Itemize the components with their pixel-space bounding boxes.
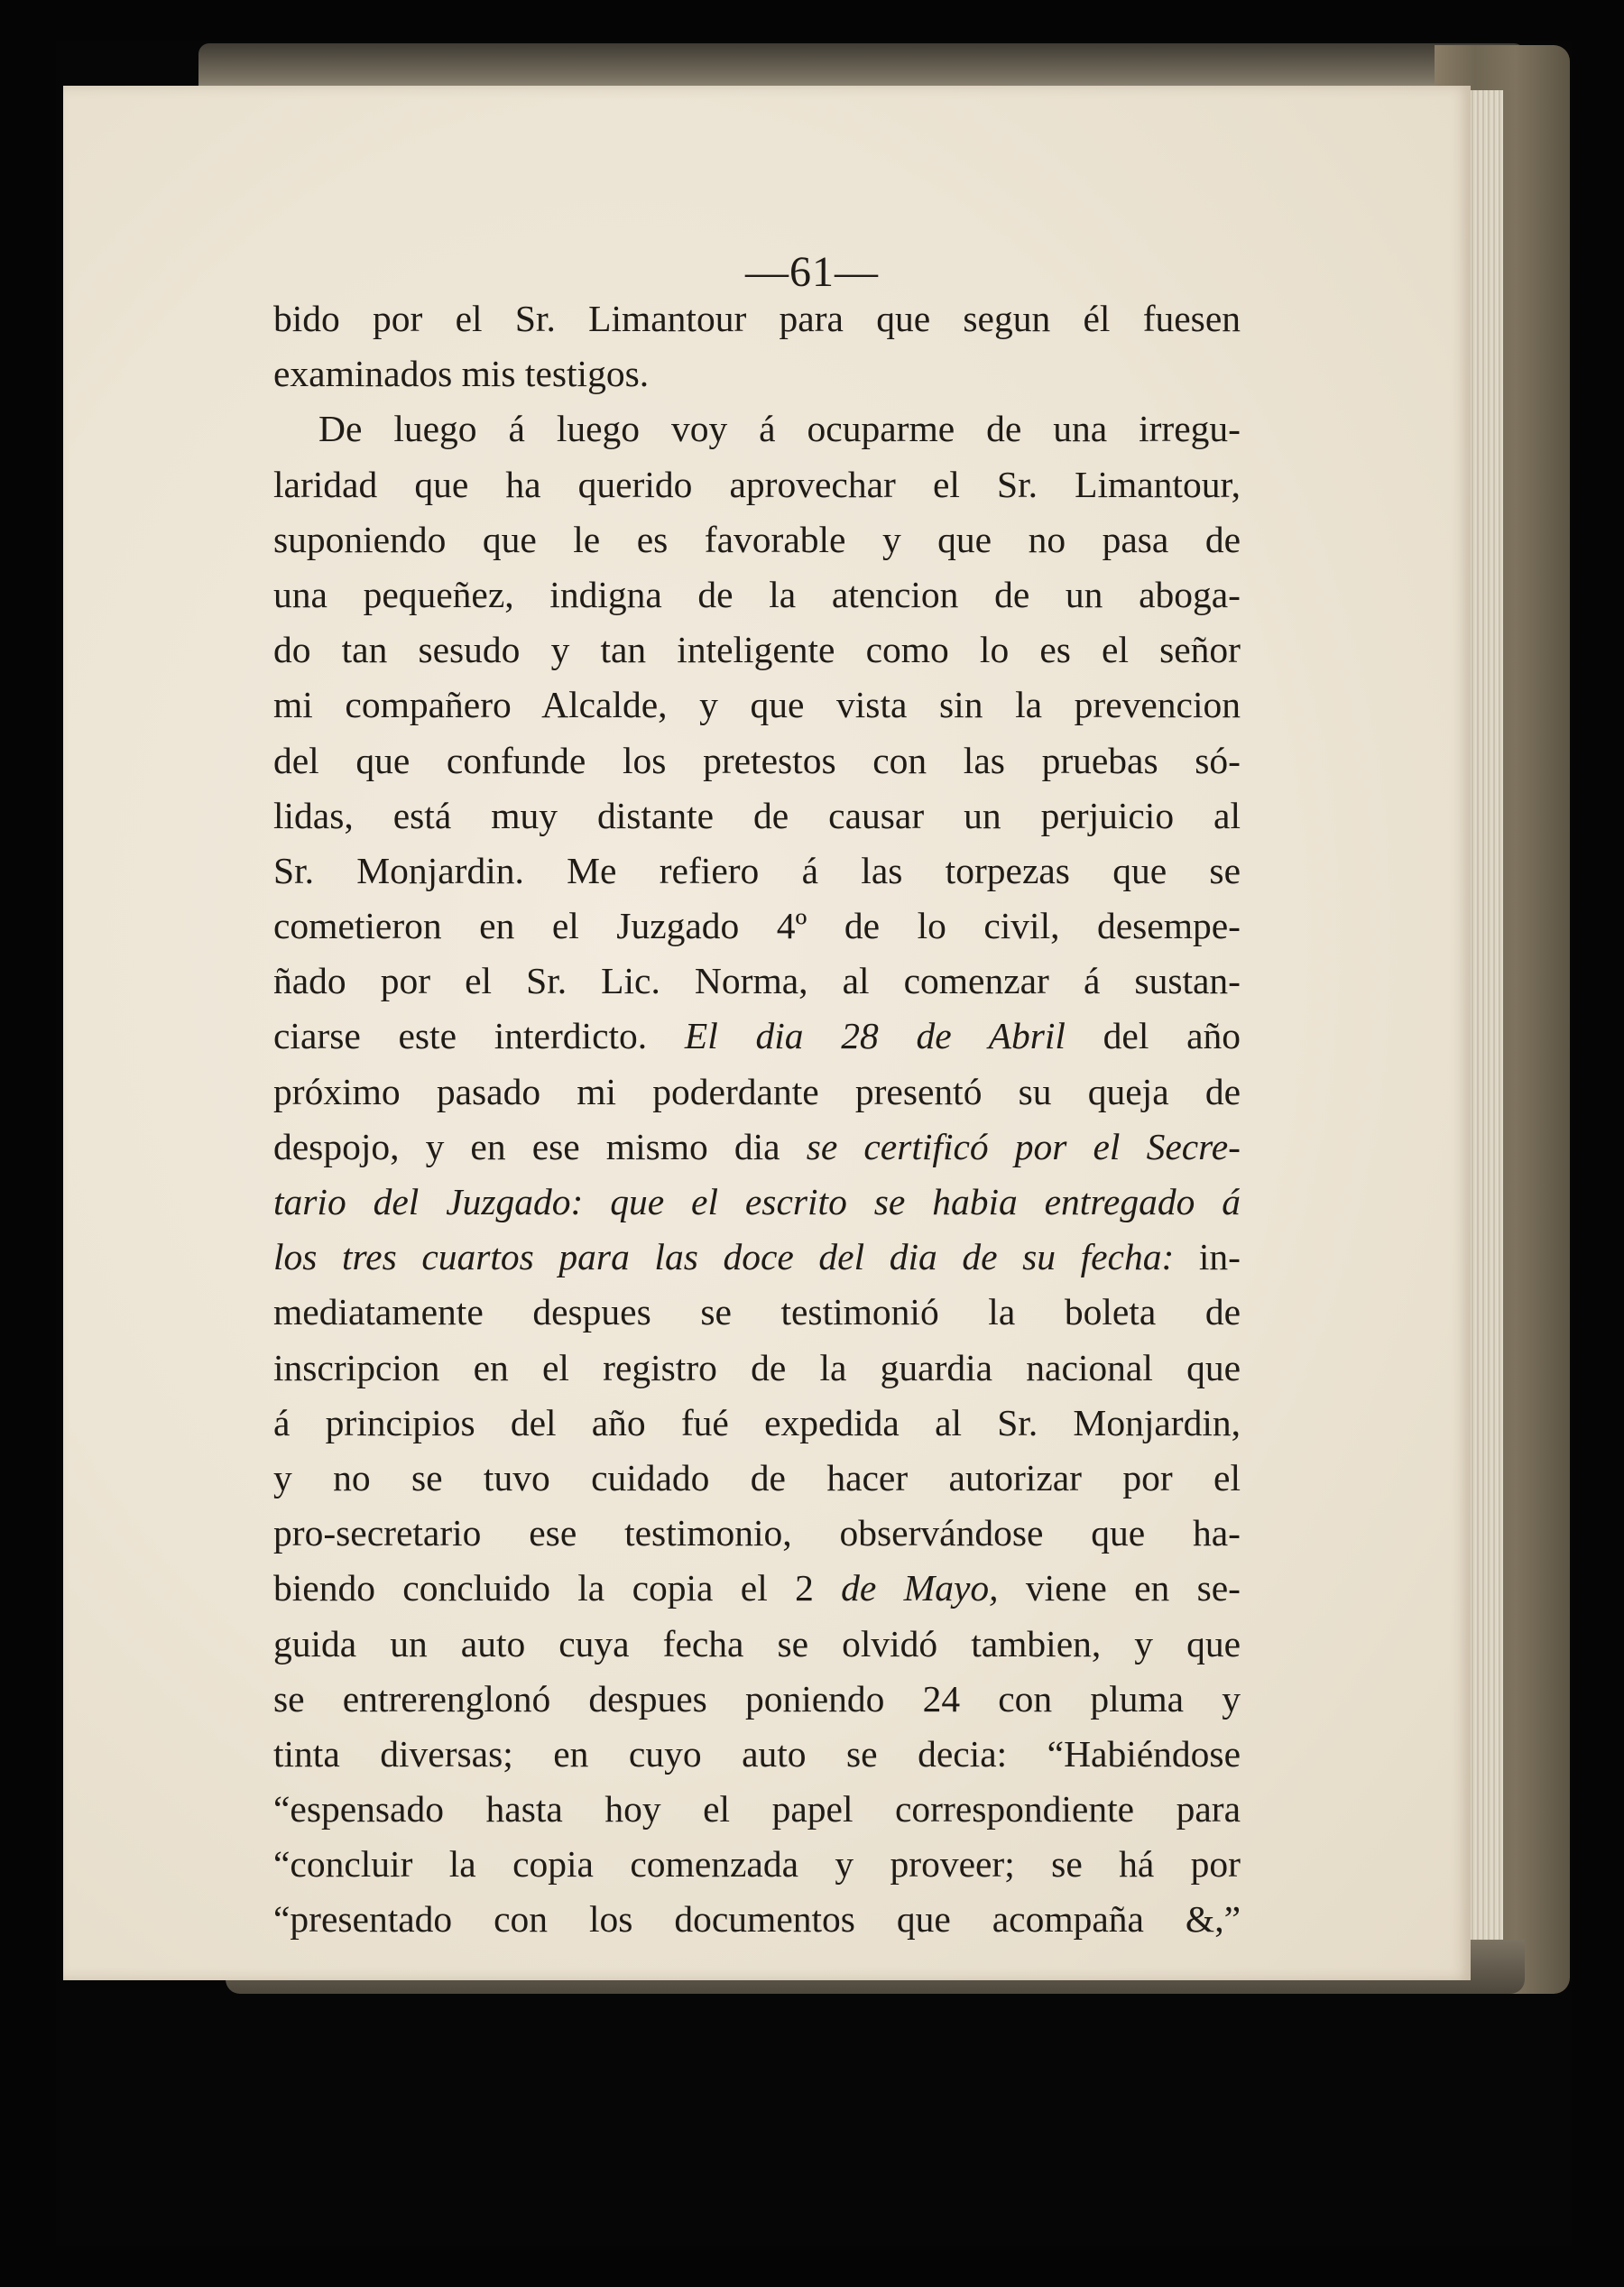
text-line (273, 1837, 1241, 1892)
text-line (273, 1506, 1241, 1561)
text-line (273, 788, 1241, 844)
text-line (273, 1672, 1241, 1727)
text-span: biendo concluido la copia el 2 (273, 1567, 842, 1609)
text-line (273, 733, 1241, 788)
italic-text-span: de Mayo, (841, 1567, 999, 1609)
text-line (273, 1892, 1241, 1947)
text-span: inscripcion en el registro de la guardia nacional que (273, 1346, 1241, 1388)
text-line (273, 512, 1241, 567)
text-span: despojo, y en ese mismo dia (273, 1125, 807, 1167)
text-line (273, 1341, 1241, 1396)
text-span: próximo pasado mi poderdante presentó su queja de (273, 1070, 1241, 1112)
text-span: pro-secretario ese testimonio, observándose que ha- (273, 1512, 1241, 1554)
text-span: “concluir la copia comenzada y proveer; se há por (273, 1843, 1241, 1886)
text-span: lidas, está muy distante de causar un perjuicio al (273, 794, 1241, 836)
body-text (273, 291, 1241, 1948)
text-line (273, 622, 1241, 678)
text-line (273, 899, 1241, 954)
text-line (273, 1230, 1241, 1285)
text-span: “presentado con los documentos que acompaña &,” (273, 1898, 1241, 1941)
text-span: una pequeñez, indigna de la atencion de un aboga- (273, 573, 1241, 615)
text-line (273, 1120, 1241, 1175)
text-span: mi compañero Alcalde, y que vista sin la prevencion (273, 684, 1241, 726)
text-line (273, 346, 1241, 401)
text-line (273, 1175, 1241, 1230)
text-span: del año (1065, 1015, 1241, 1057)
text-line (273, 1009, 1241, 1064)
italic-text-span: El dia 28 de Abril (684, 1015, 1066, 1057)
text-span: se entrerenglonó despues poniendo 24 con pluma y (273, 1677, 1241, 1720)
text-line (273, 567, 1241, 622)
text-span: mediatamente despues se testimonió la boleta de (273, 1291, 1241, 1333)
italic-text-span: tario del Juzgado: que el escrito se habia entregado á (273, 1181, 1241, 1222)
text-line (273, 457, 1241, 512)
text-line (273, 291, 1241, 346)
text-line (273, 1065, 1241, 1120)
text-span: del que confunde los pretestos con las pruebas só- (273, 739, 1241, 781)
text-span: ñado por el Sr. Lic. Norma, al comenzar á sustan- (273, 960, 1241, 1002)
italic-text-span: los tres cuartos para las doce del dia de su fecha: (273, 1236, 1175, 1278)
text-line (273, 678, 1241, 733)
text-line (273, 1727, 1241, 1782)
text-span: do tan sesudo y tan inteligente como lo es el señor (273, 629, 1241, 671)
text-line (273, 1561, 1241, 1616)
text-span: “espensado hasta hoy el papel correspondiente para (273, 1788, 1241, 1831)
text-line (273, 1782, 1241, 1837)
text-span: y no se tuvo cuidado de hacer autorizar por el (273, 1456, 1241, 1499)
italic-text-span: se certificó por el Secre- (806, 1125, 1241, 1167)
text-span: examinados mis testigos. (273, 353, 650, 395)
page-number: —61— (745, 248, 879, 296)
text-line (273, 1451, 1241, 1506)
text-span: tinta diversas; en cuyo auto se decia: “Habiéndose (273, 1732, 1241, 1775)
text-span: laridad que ha querido aprovechar el Sr. Limantour, (273, 463, 1241, 505)
text-line (273, 844, 1241, 899)
text-span: ciarse este interdicto. (273, 1015, 685, 1057)
text-span: Sr. Monjardin. Me refiero á las torpezas que se (273, 849, 1241, 891)
text-span: bido por el Sr. Limantour para que segun él fuesen (273, 298, 1241, 339)
text-span: suponiendo que le es favorable y que no pasa de (273, 518, 1241, 560)
text-span: viene en se- (998, 1567, 1241, 1609)
text-span: in- (1174, 1236, 1241, 1278)
text-span: guida un auto cuya fecha se olvidó tambien, y que (273, 1622, 1241, 1665)
text-line (273, 954, 1241, 1009)
text-line (273, 1396, 1241, 1451)
text-span: De luego á luego voy á ocuparme de una irregu- (318, 408, 1241, 450)
text-line (273, 1285, 1241, 1340)
text-line (273, 1617, 1241, 1672)
text-span: cometieron en el Juzgado 4º de lo civil, desempe- (273, 905, 1241, 947)
text-line (273, 401, 1241, 456)
text-span: á principios del año fué expedida al Sr. Monjardin, (273, 1401, 1241, 1443)
